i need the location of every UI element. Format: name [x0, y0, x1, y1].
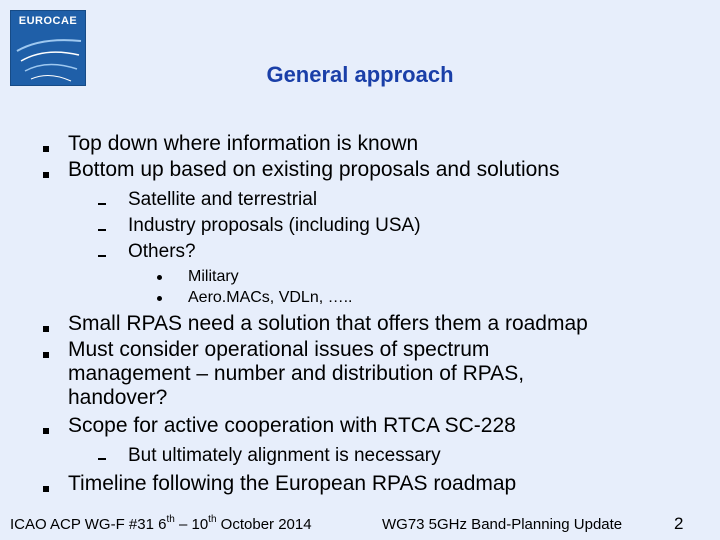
bullet-marker — [43, 486, 49, 492]
footer-title: WG73 5GHz Band-Planning Update — [382, 516, 623, 533]
dot-marker — [157, 275, 162, 280]
bullet-small-rpas: Small RPAS need a solution that offers them a roadmap — [68, 312, 588, 335]
bullet-operational-line2: management – number and distribution of RPAS, — [68, 362, 525, 385]
bullet-marker — [43, 172, 49, 178]
slide-title: General approach — [266, 62, 454, 87]
dash-marker — [98, 229, 106, 231]
bullet-operational-line1: Must consider operational issues of spectrum — [68, 338, 490, 361]
bullet-top-down: Top down where information is known — [68, 132, 419, 155]
sub-bullet-others: Others? — [128, 241, 196, 262]
footer-meeting: ICAO ACP WG-F #31 6th – 10th October 2014 — [10, 514, 312, 533]
sub-sub-bullet-aeromacs: Aero.MACs, VDLn, ….. — [188, 289, 353, 306]
sub-sub-bullet-military: Military — [188, 268, 239, 285]
bullet-marker — [43, 326, 49, 332]
dash-marker — [98, 255, 106, 257]
bullet-marker — [43, 352, 49, 358]
bullet-marker — [43, 428, 49, 434]
dot-marker — [157, 296, 162, 301]
sub-bullet-alignment: But ultimately alignment is necessary — [128, 445, 441, 466]
bullet-bottom-up: Bottom up based on existing proposals and solutions — [68, 158, 560, 181]
sub-bullet-satellite: Satellite and terrestrial — [128, 189, 318, 210]
bullet-scope: Scope for active cooperation with RTCA SC-228 — [68, 414, 516, 437]
dash-marker — [98, 203, 106, 205]
bullet-timeline: Timeline following the European RPAS roadmap — [68, 472, 517, 495]
sub-bullet-industry: Industry proposals (including USA) — [128, 215, 421, 236]
bullet-marker — [43, 146, 49, 152]
page-number: 2 — [674, 514, 684, 533]
dash-marker — [98, 458, 106, 460]
logo-text: EUROCAE — [18, 15, 78, 27]
bullet-operational-line3: handover? — [68, 386, 168, 409]
